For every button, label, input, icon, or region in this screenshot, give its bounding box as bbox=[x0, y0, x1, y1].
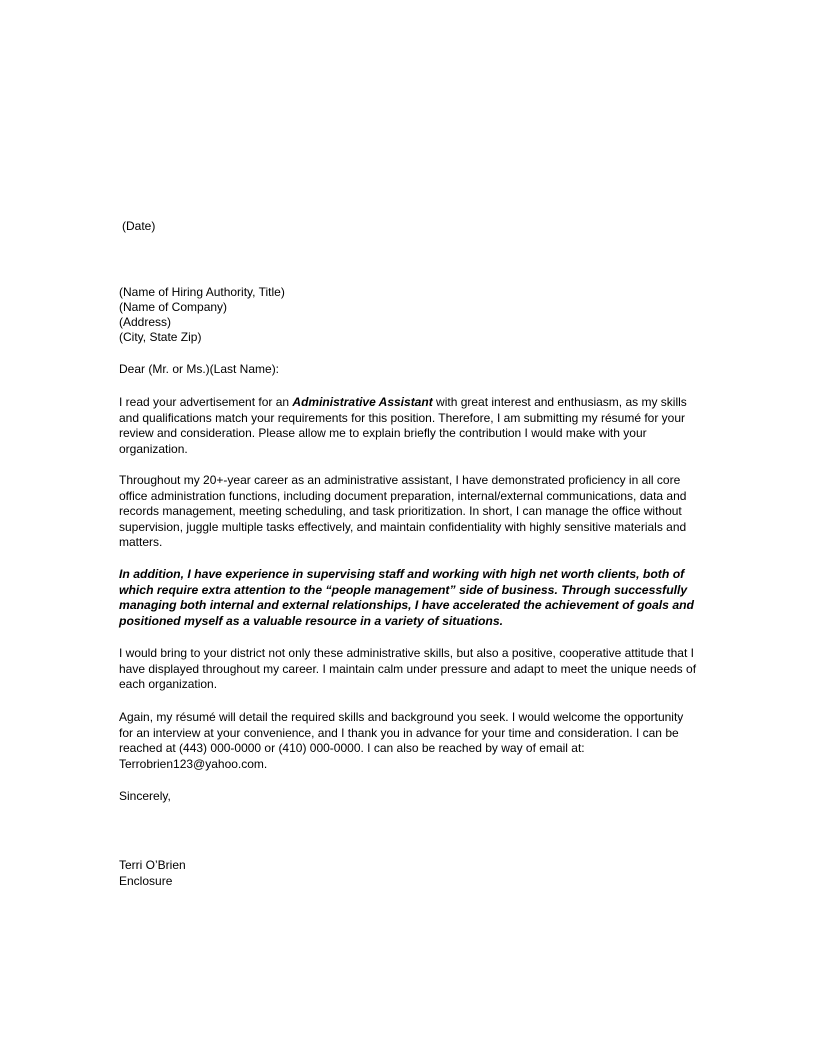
paragraph-attitude: I would bring to your district not only these administrative skills, but also a positive, cooperative attitude that I have displayed throughout my career. I maintain calm under pressure and adapt to meet the unique needs of each organization. bbox=[119, 646, 697, 691]
signature-block bbox=[119, 857, 186, 889]
paragraph-experience: Throughout my 20+-year career as an administrative assistant, I have demonstrated proficiency in all core office administration functions, including document preparation, internal/external communications, data and records management, meeting scheduling, and task prioritization. In short, I can manage the office without supervision, juggle multiple tasks effectively, and maintain confidentiality with highly sensitive materials and matters. bbox=[119, 473, 687, 549]
salutation: Dear (Mr. or Ms.)(Last Name): bbox=[119, 362, 280, 376]
paragraph-intro bbox=[119, 395, 699, 457]
enclosure-note: Enclosure bbox=[119, 874, 173, 888]
recipient-company: (Name of Company) bbox=[119, 300, 228, 314]
position-title: Administrative Assistant bbox=[292, 395, 433, 409]
intro-text-start: I read your advertisement for an bbox=[119, 395, 293, 409]
closing: Sincerely, bbox=[119, 789, 171, 803]
recipient-name-title: (Name of Hiring Authority, Title) bbox=[119, 285, 285, 299]
recipient-city-state-zip: (City, State Zip) bbox=[119, 330, 202, 344]
recipient-address: (Address) bbox=[119, 315, 172, 329]
letter-date: (Date) bbox=[122, 219, 156, 233]
signer-name: Terri O’Brien bbox=[119, 858, 186, 872]
intro-text-end: with great interest and enthusiasm, as my skills and qualifications match your requirements for this position. Therefore, I am submitting my résumé for your review and consideration. Please allow me to explain briefly the contribution I would make with your organization. bbox=[119, 395, 687, 456]
paragraph-supervision: In addition, I have experience in supervising staff and working with high net worth clients, both of which require extra attention to the “people management” side of business. Through successfully managing both internal and external relationships, I have accelerated the achievement of goals and positioned myself as a valuable resource in a variety of situations. bbox=[119, 567, 695, 628]
recipient-address-block bbox=[119, 285, 285, 345]
paragraph-contact: Again, my résumé will detail the required skills and background you seek. I would welcome the opportunity for an interview at your convenience, and I thank you in advance for your time and consideration. I can be reached at (443) 000-0000 or (410) 000-0000. I can also be reached by way of email at: Terrobrien123@yahoo.com. bbox=[119, 710, 684, 771]
